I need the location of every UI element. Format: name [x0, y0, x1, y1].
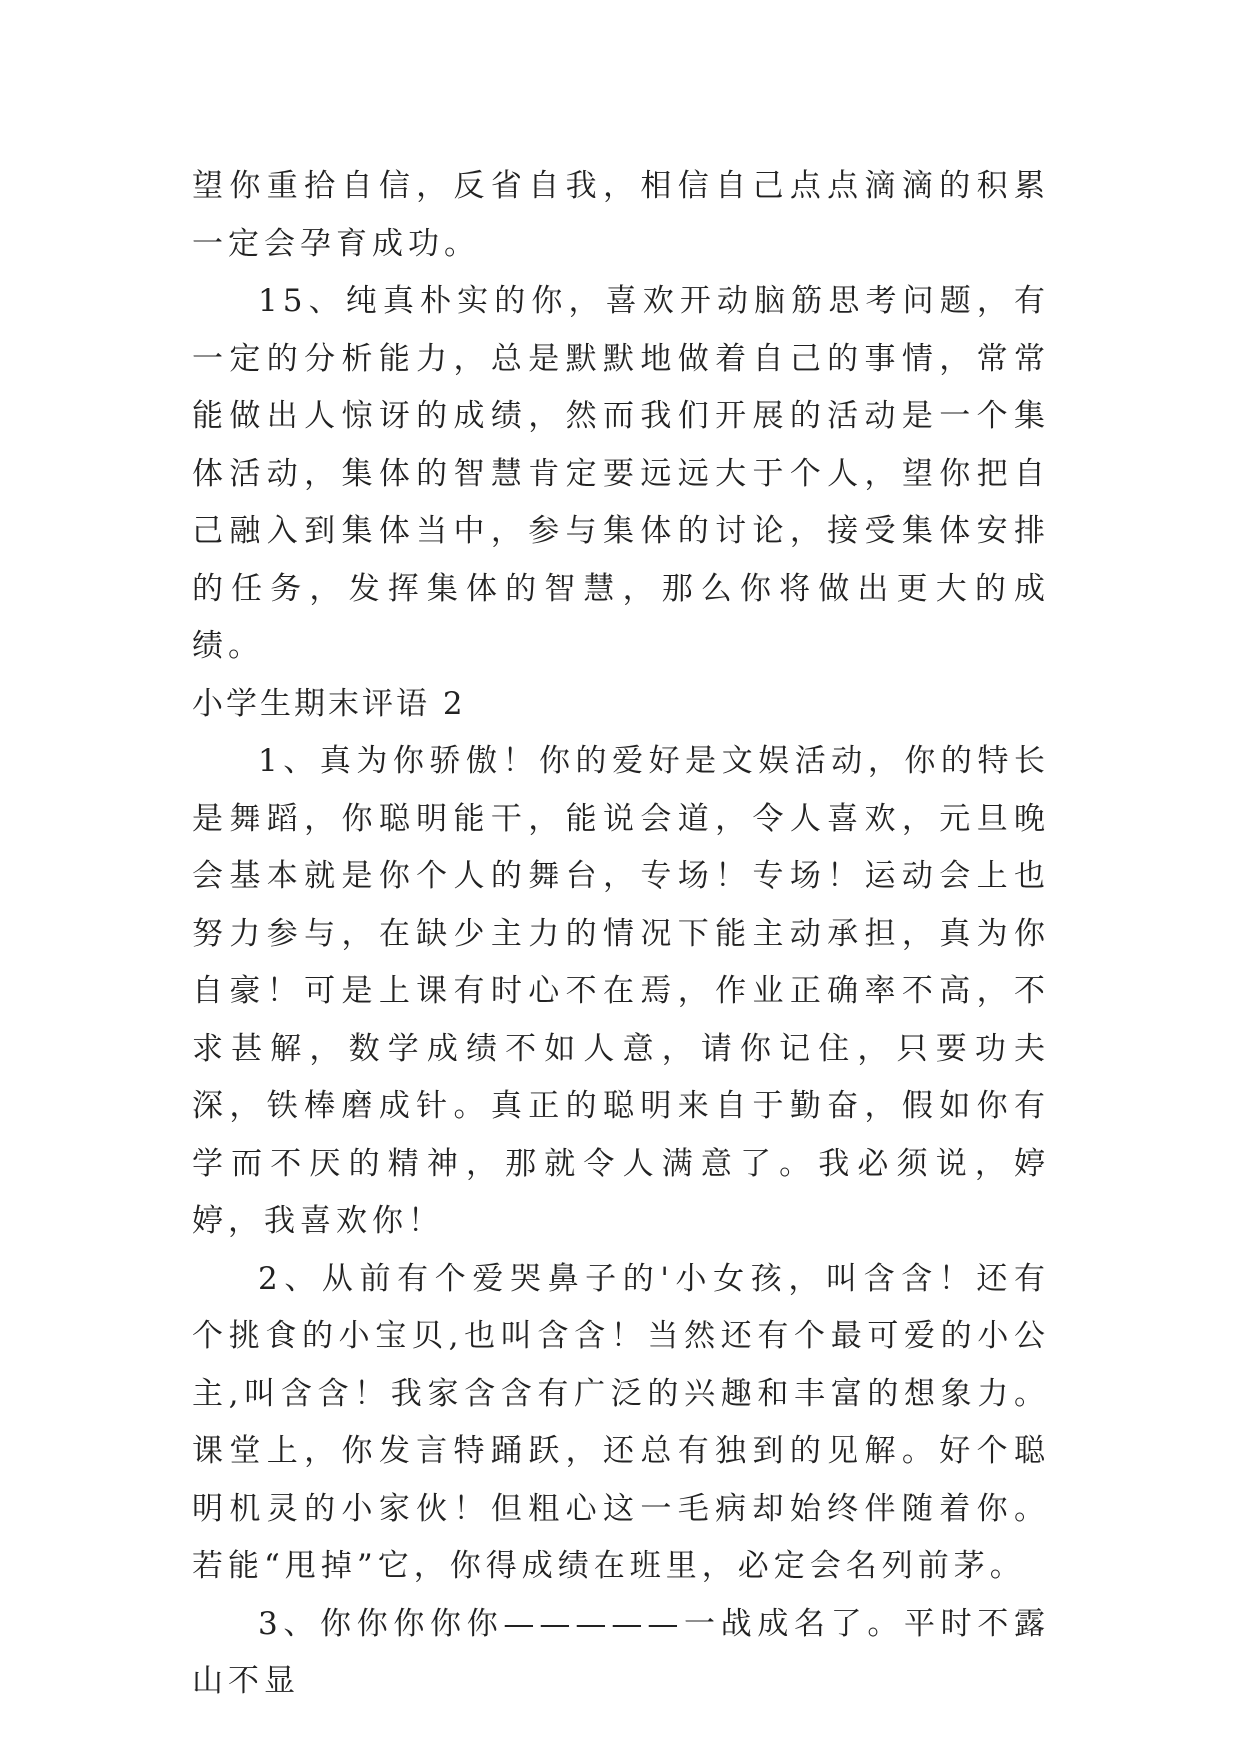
paragraph-comment-2: 2、从前有个爱哭鼻子的'小女孩，叫含含！还有个挑食的小宝贝,也叫含含！当然还有个最可爱的小公主,叫含含！我家含含有广泛的兴趣和丰富的想象力。课堂上，你发言特踊跃，还总有独到的见解。好个聪明机灵的小家伙！但粗心这一毛病却始终伴随着你。若能“甩掉”它，你得成绩在班里，必定会名列前茅。 — [192, 1260, 1050, 1584]
document-page — [192, 158, 1050, 1711]
paragraph-comment-3: 3、你你你你你—————一战成名了。平时不露山不显 — [192, 1605, 1050, 1699]
paragraph-comment-1: 1、真为你骄傲！你的爱好是文娱活动，你的特长是舞蹈，你聪明能干，能说会道，令人喜欢，元旦晚会基本就是你个人的舞台，专场！专场！运动会上也努力参与，在缺少主力的情况下能主动承担，真为你自豪！可是上课有时心不在焉，作业正确率不高，不求甚解，数学成绩不如人意，请你记住，只要功夫深，铁棒磨成针。真正的聪明来自于勤奋，假如你有学而不厌的精神，那就令人满意了。我必须说，婷婷，我喜欢你！ — [192, 743, 1050, 1239]
section-heading: 小学生期末评语 2 — [192, 685, 466, 722]
paragraph-comment-15: 15、纯真朴实的你，喜欢开动脑筋思考问题，有一定的分析能力，总是默默地做着自己的事情，常常能做出人惊讶的成绩，然而我们开展的活动是一个集体活动，集体的智慧肯定要远远大于个人，望你把自己融入到集体当中，参与集体的讨论，接受集体安排的任务，发挥集体的智慧，那么你将做出更大的成绩。 — [192, 283, 1050, 664]
paragraph-continued: 望你重拾自信，反省自我，相信自己点点滴滴的积累一定会孕育成功。 — [192, 168, 1050, 262]
